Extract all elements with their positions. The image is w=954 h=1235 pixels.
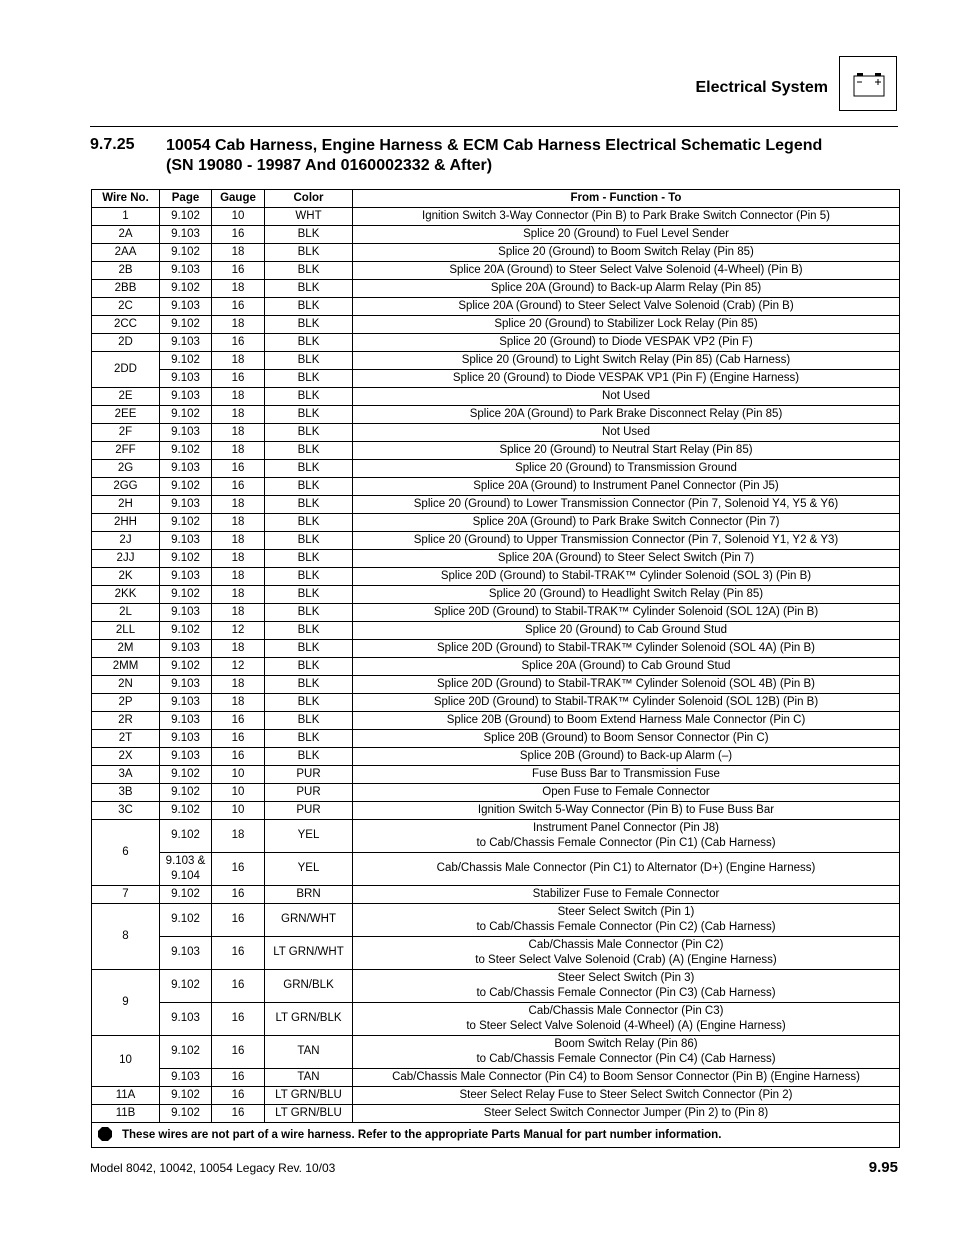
function-cell: Splice 20 (Ground) to Upper Transmission Connector (Pin 7, Solenoid Y1, Y2 & Y3) — [353, 532, 900, 550]
page-cell: 9.102 — [160, 886, 212, 904]
table-header-row — [92, 190, 900, 208]
color-cell: PUR — [265, 802, 353, 820]
gauge-cell: 16 — [212, 478, 265, 496]
page-cell: 9.103 — [160, 1003, 212, 1036]
table-row — [92, 208, 900, 226]
table-row — [92, 352, 900, 370]
table-row — [92, 532, 900, 550]
function-cell: Splice 20A (Ground) to Steer Select Switch (Pin 7) — [353, 550, 900, 568]
gauge-cell: 16 — [212, 1036, 265, 1069]
color-cell: BLK — [265, 388, 353, 406]
page-cell: 9.102 — [160, 802, 212, 820]
wire-no-cell: 2T — [92, 730, 160, 748]
function-cell: Splice 20B (Ground) to Back-up Alarm (–) — [353, 748, 900, 766]
function-cell: Ignition Switch 3-Way Connector (Pin B) to Park Brake Switch Connector (Pin 5) — [353, 208, 900, 226]
wire-no-cell: 3B — [92, 784, 160, 802]
wire-no-cell: 11B — [92, 1105, 160, 1123]
gauge-cell: 16 — [212, 730, 265, 748]
battery-icon-box — [839, 56, 897, 111]
wire-legend-table — [91, 189, 900, 1148]
color-cell: BLK — [265, 550, 353, 568]
gauge-cell: 18 — [212, 604, 265, 622]
color-cell: BLK — [265, 334, 353, 352]
table-row — [92, 442, 900, 460]
page-cell: 9.102 — [160, 550, 212, 568]
table-row — [92, 676, 900, 694]
function-cell: Instrument Panel Connector (Pin J8) to Cab/Chassis Female Connector (Pin C1) (Cab Harness) — [353, 820, 900, 853]
gauge-cell: 18 — [212, 244, 265, 262]
color-cell: BLK — [265, 514, 353, 532]
wire-no-cell: 2E — [92, 388, 160, 406]
table-row — [92, 1003, 900, 1036]
gauge-cell: 18 — [212, 442, 265, 460]
table-row — [92, 226, 900, 244]
gauge-cell: 18 — [212, 388, 265, 406]
color-cell: BLK — [265, 370, 353, 388]
header-rule — [90, 126, 898, 127]
gauge-cell: 16 — [212, 460, 265, 478]
wire-no-cell: 2LL — [92, 622, 160, 640]
table-row — [92, 370, 900, 388]
page-cell: 9.103 & 9.104 — [160, 853, 212, 886]
gauge-cell: 18 — [212, 424, 265, 442]
page-cell: 9.102 — [160, 244, 212, 262]
gauge-cell: 18 — [212, 532, 265, 550]
function-cell: Open Fuse to Female Connector — [353, 784, 900, 802]
wire-no-cell: 2K — [92, 568, 160, 586]
page-cell: 9.103 — [160, 388, 212, 406]
function-cell: Splice 20 (Ground) to Transmission Ground — [353, 460, 900, 478]
header-title: Electrical System — [695, 79, 828, 96]
color-cell: BLK — [265, 352, 353, 370]
gauge-cell: 18 — [212, 820, 265, 853]
wire-no-cell: 2C — [92, 298, 160, 316]
gauge-cell: 16 — [212, 853, 265, 886]
function-cell: Cab/Chassis Male Connector (Pin C2) to Steer Select Valve Solenoid (Crab) (A) (Engine Harness) — [353, 937, 900, 970]
function-cell: Ignition Switch 5-Way Connector (Pin B) to Fuse Buss Bar — [353, 802, 900, 820]
function-cell: Splice 20A (Ground) to Steer Select Valve Solenoid (4-Wheel) (Pin B) — [353, 262, 900, 280]
color-cell: BLK — [265, 262, 353, 280]
page-cell: 9.102 — [160, 406, 212, 424]
wire-no-cell: 11A — [92, 1087, 160, 1105]
function-cell: Not Used — [353, 424, 900, 442]
table-row — [92, 280, 900, 298]
gauge-cell: 10 — [212, 208, 265, 226]
table-row — [92, 970, 900, 1003]
page-cell: 9.102 — [160, 478, 212, 496]
table-row — [92, 730, 900, 748]
wire-no-cell: 2FF — [92, 442, 160, 460]
gauge-cell: 16 — [212, 937, 265, 970]
color-cell: BRN — [265, 886, 353, 904]
function-cell: Cab/Chassis Male Connector (Pin C1) to Alternator (D+) (Engine Harness) — [353, 853, 900, 886]
color-cell: BLK — [265, 604, 353, 622]
wire-no-cell: 10 — [92, 1036, 160, 1087]
color-cell: WHT — [265, 208, 353, 226]
wire-no-cell: 2GG — [92, 478, 160, 496]
page-cell: 9.102 — [160, 280, 212, 298]
function-cell: Splice 20D (Ground) to Stabil-TRAK™ Cylinder Solenoid (SOL 4B) (Pin B) — [353, 676, 900, 694]
color-cell: BLK — [265, 478, 353, 496]
color-cell: LT GRN/BLU — [265, 1105, 353, 1123]
page-cell: 9.102 — [160, 1105, 212, 1123]
color-cell: BLK — [265, 748, 353, 766]
function-cell: Splice 20A (Ground) to Steer Select Valve Solenoid (Crab) (Pin B) — [353, 298, 900, 316]
note-row — [92, 1123, 900, 1148]
color-cell: BLK — [265, 586, 353, 604]
page-cell: 9.102 — [160, 622, 212, 640]
gauge-cell: 16 — [212, 748, 265, 766]
wire-no-cell: 2J — [92, 532, 160, 550]
table-row — [92, 802, 900, 820]
battery-icon — [853, 72, 885, 98]
function-cell: Splice 20B (Ground) to Boom Extend Harness Male Connector (Pin C) — [353, 712, 900, 730]
function-cell: Splice 20A (Ground) to Cab Ground Stud — [353, 658, 900, 676]
wire-no-cell: 2DD — [92, 352, 160, 388]
wire-no-cell: 2HH — [92, 514, 160, 532]
function-cell: Splice 20 (Ground) to Diode VESPAK VP2 (Pin F) — [353, 334, 900, 352]
gauge-cell: 18 — [212, 406, 265, 424]
header-function: From - Function - To — [353, 190, 900, 208]
page-cell: 9.103 — [160, 712, 212, 730]
page-cell: 9.102 — [160, 1036, 212, 1069]
gauge-cell: 18 — [212, 550, 265, 568]
function-cell: Splice 20 (Ground) to Boom Switch Relay (Pin 85) — [353, 244, 900, 262]
wire-no-cell: 9 — [92, 970, 160, 1036]
page-cell: 9.102 — [160, 514, 212, 532]
color-cell: BLK — [265, 730, 353, 748]
gauge-cell: 12 — [212, 658, 265, 676]
color-cell: BLK — [265, 442, 353, 460]
function-cell: Splice 20 (Ground) to Neutral Start Relay (Pin 85) — [353, 442, 900, 460]
gauge-cell: 18 — [212, 514, 265, 532]
gauge-cell: 10 — [212, 802, 265, 820]
gauge-cell: 16 — [212, 1069, 265, 1087]
wire-no-cell: 2AA — [92, 244, 160, 262]
page-cell: 9.103 — [160, 676, 212, 694]
gauge-cell: 18 — [212, 352, 265, 370]
table-row — [92, 550, 900, 568]
color-cell: LT GRN/BLK — [265, 1003, 353, 1036]
gauge-cell: 16 — [212, 262, 265, 280]
wire-no-cell: 2D — [92, 334, 160, 352]
table-row — [92, 388, 900, 406]
function-cell: Splice 20D (Ground) to Stabil-TRAK™ Cylinder Solenoid (SOL 12B) (Pin B) — [353, 694, 900, 712]
wire-no-cell: 2B — [92, 262, 160, 280]
wire-no-cell: 2CC — [92, 316, 160, 334]
function-cell: Splice 20 (Ground) to Cab Ground Stud — [353, 622, 900, 640]
wire-no-cell: 2L — [92, 604, 160, 622]
note-cell — [92, 1123, 900, 1148]
page-cell: 9.102 — [160, 766, 212, 784]
page-cell: 9.103 — [160, 694, 212, 712]
function-cell: Cab/Chassis Male Connector (Pin C3) to Steer Select Valve Solenoid (4-Wheel) (A) (Engine Harness) — [353, 1003, 900, 1036]
section-title — [166, 136, 896, 176]
page-cell: 9.103 — [160, 604, 212, 622]
wire-no-cell: 2M — [92, 640, 160, 658]
table-row — [92, 604, 900, 622]
table-row — [92, 244, 900, 262]
gauge-cell: 10 — [212, 784, 265, 802]
gauge-cell: 18 — [212, 640, 265, 658]
wire-no-cell: 6 — [92, 820, 160, 886]
wire-no-cell: 2JJ — [92, 550, 160, 568]
function-cell: Splice 20A (Ground) to Park Brake Switch Connector (Pin 7) — [353, 514, 900, 532]
table-row — [92, 622, 900, 640]
function-cell: Splice 20A (Ground) to Instrument Panel Connector (Pin J5) — [353, 478, 900, 496]
table-row — [92, 694, 900, 712]
page-cell: 9.103 — [160, 370, 212, 388]
color-cell: BLK — [265, 568, 353, 586]
table-row — [92, 316, 900, 334]
color-cell: YEL — [265, 820, 353, 853]
gauge-cell: 16 — [212, 370, 265, 388]
color-cell: BLK — [265, 424, 353, 442]
table-row — [92, 820, 900, 853]
gauge-cell: 16 — [212, 1087, 265, 1105]
table-row — [92, 904, 900, 937]
gauge-cell: 10 — [212, 766, 265, 784]
table-row — [92, 853, 900, 886]
function-cell: Splice 20D (Ground) to Stabil-TRAK™ Cylinder Solenoid (SOL 4A) (Pin B) — [353, 640, 900, 658]
page-cell: 9.103 — [160, 937, 212, 970]
wire-no-cell: 2EE — [92, 406, 160, 424]
color-cell: TAN — [265, 1069, 353, 1087]
table-row — [92, 1087, 900, 1105]
function-cell: Splice 20 (Ground) to Diode VESPAK VP1 (Pin F) (Engine Harness) — [353, 370, 900, 388]
table-row — [92, 478, 900, 496]
octagon-bullet-icon — [98, 1127, 112, 1141]
table-row — [92, 424, 900, 442]
page-cell: 9.102 — [160, 208, 212, 226]
page-cell: 9.103 — [160, 496, 212, 514]
page-cell: 9.102 — [160, 352, 212, 370]
color-cell: BLK — [265, 658, 353, 676]
page-cell: 9.103 — [160, 460, 212, 478]
gauge-cell: 16 — [212, 1003, 265, 1036]
function-cell: Splice 20A (Ground) to Park Brake Disconnect Relay (Pin 85) — [353, 406, 900, 424]
function-cell: Not Used — [353, 388, 900, 406]
gauge-cell: 16 — [212, 712, 265, 730]
page-cell: 9.103 — [160, 532, 212, 550]
table-row — [92, 658, 900, 676]
page-cell: 9.103 — [160, 334, 212, 352]
function-cell: Splice 20B (Ground) to Boom Sensor Connector (Pin C) — [353, 730, 900, 748]
function-cell: Cab/Chassis Male Connector (Pin C4) to Boom Sensor Connector (Pin B) (Engine Harness) — [353, 1069, 900, 1087]
page-cell: 9.102 — [160, 1087, 212, 1105]
gauge-cell: 16 — [212, 970, 265, 1003]
header-gauge: Gauge — [212, 190, 265, 208]
color-cell: BLK — [265, 280, 353, 298]
wire-no-cell: 8 — [92, 904, 160, 970]
function-cell: Steer Select Relay Fuse to Steer Select Switch Connector (Pin 2) — [353, 1087, 900, 1105]
color-cell: GRN/WHT — [265, 904, 353, 937]
table-row — [92, 1036, 900, 1069]
section-title-line1: 10054 Cab Harness, Engine Harness & ECM Cab Harness Electrical Schematic Legend — [166, 137, 823, 154]
gauge-cell: 18 — [212, 496, 265, 514]
gauge-cell: 12 — [212, 622, 265, 640]
color-cell: BLK — [265, 496, 353, 514]
color-cell: TAN — [265, 1036, 353, 1069]
table-row — [92, 406, 900, 424]
page-cell: 9.103 — [160, 748, 212, 766]
function-cell: Splice 20 (Ground) to Headlight Switch Relay (Pin 85) — [353, 586, 900, 604]
color-cell: BLK — [265, 244, 353, 262]
wire-no-cell: 2G — [92, 460, 160, 478]
page-cell: 9.103 — [160, 568, 212, 586]
header-wire-no: Wire No. — [92, 190, 160, 208]
table-row — [92, 262, 900, 280]
table-row — [92, 886, 900, 904]
gauge-cell: 16 — [212, 298, 265, 316]
table-row — [92, 766, 900, 784]
gauge-cell: 16 — [212, 1105, 265, 1123]
table-row — [92, 586, 900, 604]
color-cell: PUR — [265, 766, 353, 784]
color-cell: GRN/BLK — [265, 970, 353, 1003]
table-row — [92, 334, 900, 352]
wire-no-cell: 2MM — [92, 658, 160, 676]
color-cell: BLK — [265, 640, 353, 658]
footer-page-number: 9.95 — [868, 1159, 898, 1176]
page-cell: 9.102 — [160, 658, 212, 676]
footer-model: Model 8042, 10042, 10054 Legacy Rev. 10/03 — [90, 1161, 336, 1175]
gauge-cell: 18 — [212, 280, 265, 298]
page-cell: 9.102 — [160, 316, 212, 334]
table-row — [92, 640, 900, 658]
color-cell: BLK — [265, 316, 353, 334]
gauge-cell: 18 — [212, 694, 265, 712]
table-row — [92, 298, 900, 316]
page-cell: 9.103 — [160, 640, 212, 658]
page-cell: 9.103 — [160, 730, 212, 748]
section-number: 9.7.25 — [90, 136, 135, 153]
page-cell: 9.102 — [160, 820, 212, 853]
section-title-line2: (SN 19080 - 19987 And 0160002332 & After) — [166, 157, 493, 174]
page-cell: 9.103 — [160, 298, 212, 316]
gauge-cell: 18 — [212, 316, 265, 334]
table-row — [92, 1069, 900, 1087]
function-cell: Splice 20 (Ground) to Fuel Level Sender — [353, 226, 900, 244]
wire-no-cell: 2R — [92, 712, 160, 730]
color-cell: YEL — [265, 853, 353, 886]
function-cell: Steer Select Switch (Pin 3) to Cab/Chassis Female Connector (Pin C3) (Cab Harness) — [353, 970, 900, 1003]
page-cell: 9.102 — [160, 970, 212, 1003]
gauge-cell: 18 — [212, 586, 265, 604]
function-cell: Boom Switch Relay (Pin 86) to Cab/Chassis Female Connector (Pin C4) (Cab Harness) — [353, 1036, 900, 1069]
color-cell: BLK — [265, 676, 353, 694]
color-cell: BLK — [265, 298, 353, 316]
page-cell: 9.103 — [160, 226, 212, 244]
function-cell: Steer Select Switch (Pin 1) to Cab/Chassis Female Connector (Pin C2) (Cab Harness) — [353, 904, 900, 937]
table-row — [92, 568, 900, 586]
color-cell: BLK — [265, 460, 353, 478]
function-cell: Splice 20D (Ground) to Stabil-TRAK™ Cylinder Solenoid (SOL 3) (Pin B) — [353, 568, 900, 586]
color-cell: LT GRN/WHT — [265, 937, 353, 970]
gauge-cell: 16 — [212, 334, 265, 352]
color-cell: BLK — [265, 622, 353, 640]
page-cell: 9.102 — [160, 442, 212, 460]
gauge-cell: 16 — [212, 226, 265, 244]
color-cell: BLK — [265, 406, 353, 424]
color-cell: PUR — [265, 784, 353, 802]
header-color: Color — [265, 190, 353, 208]
color-cell: LT GRN/BLU — [265, 1087, 353, 1105]
function-cell: Steer Select Switch Connector Jumper (Pin 2) to (Pin 8) — [353, 1105, 900, 1123]
wire-no-cell: 2BB — [92, 280, 160, 298]
function-cell: Splice 20A (Ground) to Back-up Alarm Relay (Pin 85) — [353, 280, 900, 298]
function-cell: Splice 20D (Ground) to Stabil-TRAK™ Cylinder Solenoid (SOL 12A) (Pin B) — [353, 604, 900, 622]
color-cell: BLK — [265, 532, 353, 550]
gauge-cell: 16 — [212, 904, 265, 937]
gauge-cell: 18 — [212, 676, 265, 694]
wire-no-cell: 2X — [92, 748, 160, 766]
wire-no-cell: 2H — [92, 496, 160, 514]
color-cell: BLK — [265, 694, 353, 712]
wire-no-cell: 2N — [92, 676, 160, 694]
table-body — [92, 208, 900, 1123]
function-cell: Splice 20 (Ground) to Lower Transmission Connector (Pin 7, Solenoid Y4, Y5 & Y6) — [353, 496, 900, 514]
wire-no-cell: 7 — [92, 886, 160, 904]
table-row — [92, 514, 900, 532]
table-row — [92, 496, 900, 514]
wire-no-cell: 1 — [92, 208, 160, 226]
color-cell: BLK — [265, 712, 353, 730]
header-page: Page — [160, 190, 212, 208]
function-cell: Fuse Buss Bar to Transmission Fuse — [353, 766, 900, 784]
page-cell: 9.102 — [160, 784, 212, 802]
table-row — [92, 784, 900, 802]
page-cell: 9.102 — [160, 586, 212, 604]
wire-no-cell: 2KK — [92, 586, 160, 604]
table-row — [92, 748, 900, 766]
function-cell: Splice 20 (Ground) to Light Switch Relay (Pin 85) (Cab Harness) — [353, 352, 900, 370]
table-row — [92, 937, 900, 970]
gauge-cell: 16 — [212, 886, 265, 904]
wire-no-cell: 3A — [92, 766, 160, 784]
wire-no-cell: 2F — [92, 424, 160, 442]
wire-no-cell: 2A — [92, 226, 160, 244]
page-cell: 9.103 — [160, 262, 212, 280]
function-cell: Stabilizer Fuse to Female Connector — [353, 886, 900, 904]
note-text: These wires are not part of a wire harness. Refer to the appropriate Parts Manual for part number information. — [122, 1128, 722, 1141]
table-row — [92, 712, 900, 730]
color-cell: BLK — [265, 226, 353, 244]
table-row — [92, 1105, 900, 1123]
page-cell: 9.103 — [160, 424, 212, 442]
table-row — [92, 460, 900, 478]
wire-no-cell: 3C — [92, 802, 160, 820]
page-cell: 9.103 — [160, 1069, 212, 1087]
wire-no-cell: 2P — [92, 694, 160, 712]
gauge-cell: 18 — [212, 568, 265, 586]
page-cell: 9.102 — [160, 904, 212, 937]
function-cell: Splice 20 (Ground) to Stabilizer Lock Relay (Pin 85) — [353, 316, 900, 334]
